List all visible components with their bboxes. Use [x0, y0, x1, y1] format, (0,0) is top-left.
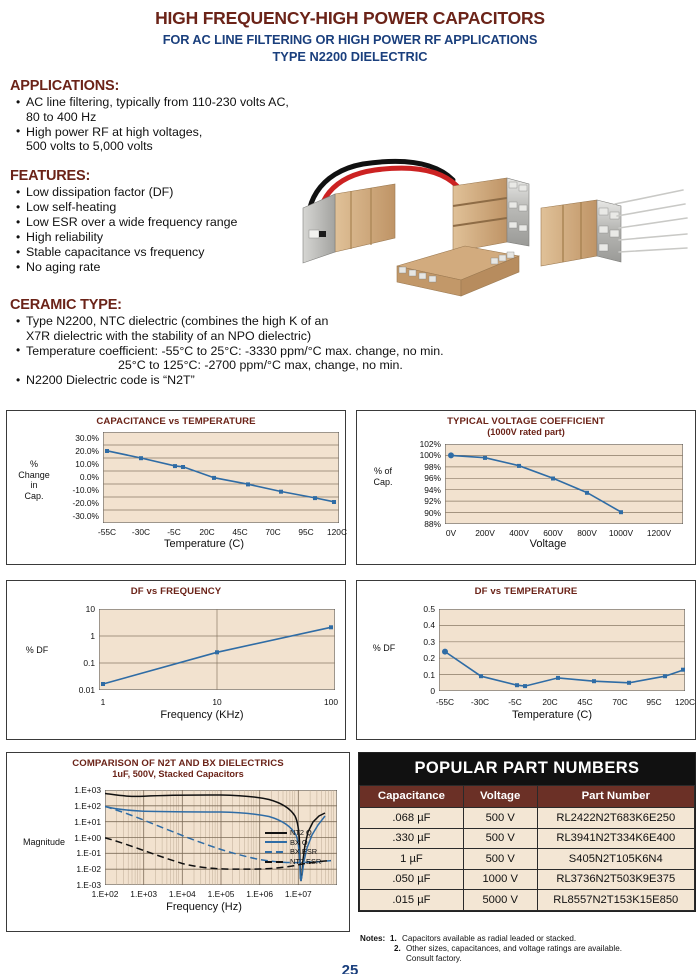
cell-voltage: 500 V — [463, 808, 537, 829]
table-row — [360, 828, 695, 849]
page-title: HIGH FREQUENCY-HIGH POWER CAPACITORS — [155, 8, 545, 28]
x-tick: 95C — [298, 527, 314, 537]
y-tick: 1.E-03 — [76, 880, 101, 890]
notes-section — [360, 934, 696, 965]
column-header-voltage: Voltage — [463, 786, 537, 808]
cell-voltage: 500 V — [463, 828, 537, 849]
legend-item — [265, 847, 345, 857]
y-tick: 0.01 — [78, 685, 95, 695]
table-row — [360, 849, 695, 870]
features-section — [4, 168, 304, 276]
x-tick: 120C — [326, 527, 348, 537]
legend-swatch-nt2-q — [265, 832, 287, 834]
cell-capacitance: .015 µF — [360, 890, 464, 911]
note-text: Other sizes, capacitances, and voltage ratings are available. — [406, 944, 622, 954]
legend-label: BX Q — [290, 837, 308, 847]
y-tick: 0 — [430, 686, 435, 696]
ceramic-type-section — [4, 297, 474, 388]
x-tick: 1.E+06 — [246, 889, 274, 899]
ceramic-item-1-line1: Type N2200, NTC dielectric (combines the high K of an — [26, 314, 329, 328]
x-tick: 0V — [445, 528, 457, 538]
list-item: • No aging rate — [14, 260, 304, 275]
chart-subtitle: (1000V rated part) — [487, 427, 565, 437]
cell-part-number: RL3736N2T503K9E375 — [537, 869, 694, 890]
cell-capacitance: .330 µF — [360, 828, 464, 849]
cell-capacitance: .068 µF — [360, 808, 464, 829]
cell-capacitance: 1 µF — [360, 849, 464, 870]
y-tick: 0.4 — [423, 620, 435, 631]
x-tick: 1 — [100, 697, 106, 707]
x-tick: -55C — [97, 527, 117, 537]
x-tick: -5C — [167, 527, 181, 537]
list-item: • N2200 Dielectric code is “N2T” — [14, 373, 474, 388]
y-tick: 10.0% — [75, 459, 99, 469]
chart-panel-df-vs-frequency — [6, 580, 346, 740]
legend-label: NT2 Q — [290, 828, 312, 837]
product-photo — [285, 146, 695, 301]
legend-swatch-bx-esr — [265, 851, 287, 853]
x-tick: 45C — [577, 697, 593, 707]
y-tick: 1.E+00 — [74, 832, 101, 843]
y-tick: 20.0% — [75, 446, 99, 456]
y-tick: 92% — [424, 496, 441, 507]
legend-label: NT2 ESR — [290, 856, 322, 866]
chart-plot-area — [99, 609, 335, 690]
features-heading: FEATURES: — [10, 168, 91, 184]
x-tick: -5C — [508, 697, 522, 707]
y-tick: 0.1 — [83, 658, 95, 668]
y-tick: 0.1 — [423, 669, 435, 680]
legend-item — [265, 857, 345, 867]
ceramic-item-2-line2: 25°C to 125°C: -2700 ppm/°C max, change, no min. — [118, 358, 403, 373]
y-tick: 0.3 — [423, 636, 435, 647]
y-tick: -20.0% — [72, 498, 99, 508]
chart-panel-capacitance-vs-temperature — [6, 410, 346, 565]
list-item — [14, 95, 304, 124]
chart-panel-voltage-coefficient — [356, 410, 696, 565]
cell-part-number: S405N2T105K6N4 — [537, 849, 694, 870]
chart-x-axis-label: Temperature (C) — [511, 709, 593, 721]
table-row — [360, 890, 695, 911]
note-text: Capacitors available as radial leaded or stacked. — [402, 934, 577, 943]
x-tick: -30C — [131, 527, 151, 537]
y-tick: 0.0% — [79, 472, 99, 482]
column-header-capacitance: Capacitance — [360, 786, 464, 808]
cell-part-number: RL3941N2T334K6E400 — [537, 828, 694, 849]
y-tick: -30.0% — [72, 511, 99, 521]
applications-item-1-line2: 500 volts to 5,000 volts — [26, 139, 153, 154]
x-tick: 45C — [232, 527, 248, 537]
table-row — [360, 808, 695, 829]
notes-label: Notes: — [360, 934, 386, 943]
y-tick: 1.E+01 — [74, 816, 101, 827]
y-tick: 10 — [85, 604, 95, 614]
chart-plot-area — [103, 432, 339, 523]
y-tick: 0.2 — [423, 653, 435, 664]
chart-x-axis-label: Voltage — [529, 538, 567, 550]
legend-item — [265, 838, 345, 848]
table-title: POPULAR PART NUMBERS — [359, 753, 695, 785]
cell-part-number: RL2422N2T683K6E250 — [537, 808, 694, 829]
x-tick: 800V — [577, 528, 597, 538]
chart-plot-area — [439, 609, 685, 691]
chart-y-axis-label: % Change in Cap. — [18, 459, 50, 501]
parts-table — [359, 785, 695, 911]
x-tick: 1000V — [608, 528, 634, 538]
cell-voltage: 5000 V — [463, 890, 537, 911]
ceramic-item-1-line2: X7R dielectric with the stability of an NPO dielectric) — [26, 328, 312, 343]
chart-title: TYPICAL VOLTAGE COEFFICIENT — [447, 416, 605, 427]
x-tick: 600V — [543, 528, 563, 538]
page-header — [0, 0, 700, 64]
list-item: • Low dissipation factor (DF) — [14, 185, 304, 200]
y-tick: 0.5 — [423, 604, 435, 614]
chart-panel-n2t-vs-bx-comparison — [6, 752, 350, 932]
applications-heading: APPLICATIONS: — [10, 78, 120, 94]
chart-subtitle: 1uF, 500V, Stacked Capacitors — [112, 769, 244, 779]
y-tick: -10.0% — [72, 485, 99, 495]
page-number: 25 — [341, 962, 359, 974]
x-tick: 1200V — [646, 528, 672, 538]
y-tick: 96% — [424, 473, 441, 484]
y-tick: 98% — [424, 461, 441, 472]
capacitor-multipin — [541, 190, 687, 266]
chart-panel-df-vs-temperature — [356, 580, 696, 740]
x-tick: 70C — [265, 527, 281, 537]
applications-section — [4, 78, 304, 154]
y-tick: 1.E+03 — [74, 785, 101, 795]
y-tick: 88% — [424, 519, 441, 529]
chart-title: COMPARISON OF N2T AND BX DIELECTRICS — [72, 758, 284, 769]
table-row — [360, 869, 695, 890]
chart-title: DF vs FREQUENCY — [130, 586, 222, 597]
chart-title: CAPACITANCE vs TEMPERATURE — [96, 416, 256, 427]
y-tick: 1 — [90, 631, 95, 641]
chart-legend — [265, 828, 345, 866]
list-item — [14, 314, 474, 343]
x-tick: 400V — [509, 528, 529, 538]
list-item — [14, 125, 304, 154]
y-tick: 94% — [424, 484, 441, 495]
legend-item — [265, 828, 345, 838]
note-row — [360, 934, 696, 944]
chart-y-axis-label: % DF — [25, 645, 49, 655]
x-tick: 20C — [542, 697, 558, 707]
x-tick: -30C — [470, 697, 490, 707]
chart-x-axis-label: Frequency (KHz) — [160, 709, 244, 721]
chart-y-axis-label: % of Cap. — [373, 466, 393, 487]
legend-swatch-nt2-esr — [265, 861, 287, 863]
x-tick: 100 — [324, 697, 338, 707]
legend-label: BX ESR — [290, 847, 318, 857]
applications-list — [14, 95, 304, 154]
chart-x-axis-label: Frequency (Hz) — [166, 901, 242, 913]
y-tick: 90% — [424, 507, 441, 518]
ceramic-item-2-line1: Temperature coefficient: -55°C to 25°C: -3330 ppm/°C max. change, no min. — [26, 343, 444, 358]
y-tick: 102% — [419, 439, 441, 449]
note-number: 2. — [394, 944, 401, 954]
chart-title: DF vs TEMPERATURE — [474, 586, 578, 597]
popular-part-numbers-table — [358, 752, 696, 912]
x-tick: 120C — [674, 697, 696, 707]
cell-part-number: RL8557N2T153K15E850 — [537, 890, 694, 911]
chart-y-axis-label: Magnitude — [22, 837, 65, 847]
list-item: • Stable capacitance vs frequency — [14, 245, 304, 260]
ceramic-type-heading: CERAMIC TYPE: — [10, 297, 122, 313]
page-subtitle: FOR AC LINE FILTERING OR HIGH POWER RF APPLICATIONS — [162, 32, 538, 47]
x-tick: 200V — [475, 528, 495, 538]
x-tick: 20C — [199, 527, 215, 537]
capacitor-flat — [397, 246, 519, 296]
y-tick: 1.E-01 — [76, 848, 101, 859]
chart-y-axis-label: % DF — [372, 643, 396, 653]
capacitor-product-illustration — [285, 146, 695, 301]
x-tick: 1.E+04 — [168, 889, 196, 899]
list-item — [14, 344, 474, 373]
page-type-line: TYPE N2200 DIELECTRIC — [272, 49, 428, 64]
applications-item-0-line1: AC line filtering, typically from 110-230 volts AC, — [26, 95, 289, 109]
list-item: • Low self-heating — [14, 200, 304, 215]
x-tick: -55C — [435, 697, 455, 707]
x-tick: 1.E+05 — [207, 889, 235, 899]
chart-plot-area — [445, 444, 683, 524]
note-number: 1. — [390, 934, 397, 943]
cell-voltage: 1000 V — [463, 869, 537, 890]
cell-capacitance: .050 µF — [360, 869, 464, 890]
y-tick: 100% — [419, 450, 441, 461]
y-tick: 1.E+02 — [74, 800, 101, 811]
table-header-row — [360, 786, 695, 808]
x-tick: 70C — [612, 697, 628, 707]
applications-item-0-line2: 80 to 400 Hz — [26, 109, 97, 124]
applications-item-1-line1: High power RF at high voltages, — [26, 124, 203, 139]
x-tick: 1.E+03 — [130, 889, 158, 899]
x-tick: 1.E+07 — [284, 889, 312, 899]
note-continuation: Consult factory. — [406, 954, 462, 964]
list-item: • High reliability — [14, 230, 304, 245]
y-tick: 1.E-02 — [76, 864, 101, 875]
x-tick: 95C — [646, 697, 662, 707]
legend-swatch-bx-q — [265, 841, 287, 843]
y-tick: 30.0% — [75, 433, 99, 443]
capacitor-stacked — [453, 178, 529, 252]
column-header-part-number: Part Number — [537, 786, 694, 808]
chart-x-axis-label: Temperature (C) — [163, 538, 245, 550]
x-tick: 1.E+02 — [91, 889, 119, 899]
x-tick: 10 — [212, 697, 222, 707]
note-row — [360, 944, 696, 954]
cell-voltage: 500 V — [463, 849, 537, 870]
list-item: • Low ESR over a wide frequency range — [14, 215, 304, 230]
ceramic-type-list — [14, 314, 474, 388]
features-list — [14, 185, 304, 275]
